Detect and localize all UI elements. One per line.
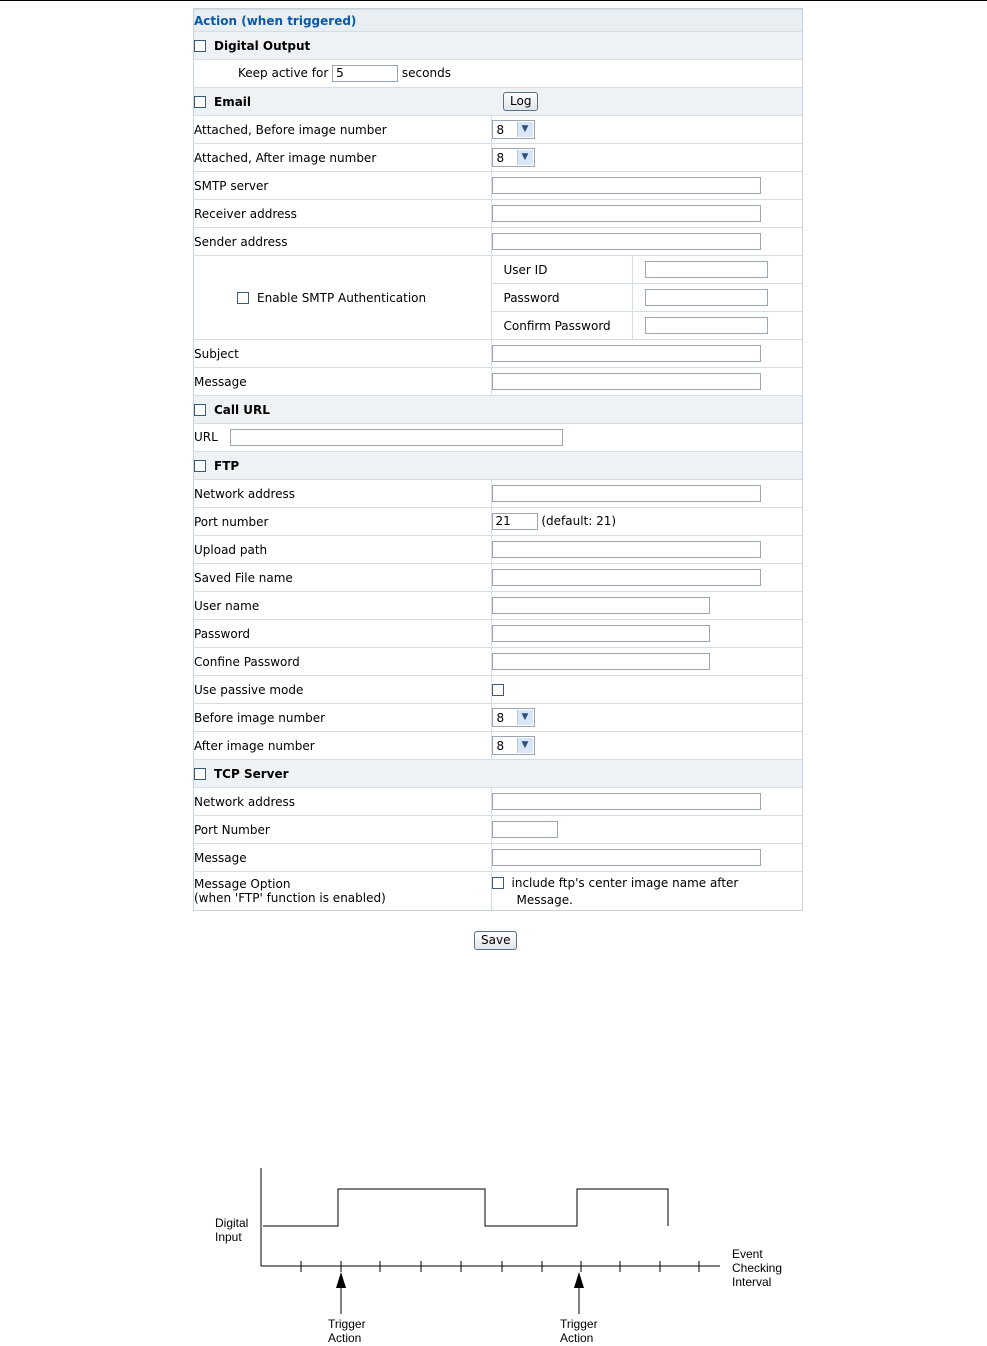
ftp-before-image-label: Before image number [194, 704, 491, 732]
ftp-network-address-input[interactable] [492, 485, 761, 502]
keep-active-input[interactable]: 5 [332, 65, 398, 82]
smtp-auth-fields [491, 256, 802, 340]
tcp-port-input[interactable] [492, 821, 558, 838]
email-message-label: Message [194, 368, 491, 396]
attached-after-label: Attached, After image number [194, 144, 491, 172]
ftp-after-image-select[interactable] [492, 736, 535, 755]
confine-password-label: Confine Password [194, 648, 491, 676]
smtp-auth-label: Enable SMTP Authentication [257, 290, 427, 305]
smtp-auth-checkbox[interactable] [237, 292, 249, 304]
upload-path-input[interactable] [492, 541, 761, 558]
ftp-user-name-input[interactable] [492, 597, 710, 614]
message-option-text: include ftp's center image name after [511, 876, 739, 890]
saved-file-name-input[interactable] [492, 569, 761, 586]
trigger-arrow-1 [336, 1272, 346, 1314]
ftp-after-image-value: 8 [496, 738, 505, 753]
attached-before-value: 8 [496, 122, 505, 137]
digital-input-signal [263, 1189, 668, 1226]
save-button[interactable]: Save [474, 931, 517, 950]
digital-output-checkbox[interactable] [194, 40, 206, 52]
ftp-label: FTP [214, 458, 240, 473]
message-option-text-cont: Message. [516, 893, 573, 907]
user-id-label: User ID [503, 262, 548, 277]
digital-label-line1: Digital [215, 1216, 249, 1230]
subject-input[interactable] [492, 345, 761, 362]
ftp-port-label: Port number [194, 508, 491, 536]
smtp-password-input[interactable] [645, 289, 768, 306]
ftp-before-image-select[interactable] [492, 708, 535, 727]
ftp-before-image-value: 8 [496, 710, 505, 725]
ftp-network-address-label: Network address [194, 480, 491, 508]
ftp-password-input[interactable] [492, 625, 710, 642]
message-option-label [194, 872, 491, 911]
section-tcp-server [194, 760, 802, 788]
message-option-note: (when 'FTP' function is enabled) [194, 891, 386, 905]
smtp-auth-table [492, 256, 803, 339]
tcp-network-address-input[interactable] [492, 793, 761, 810]
tcp-network-address-label: Network address [194, 788, 491, 816]
attached-before-select[interactable] [492, 120, 535, 139]
chevron-down-icon: ▼ [517, 738, 533, 753]
url-row [194, 424, 802, 452]
sender-address-label: Sender address [194, 228, 491, 256]
event-label-line3: Interval [732, 1275, 772, 1289]
tcp-message-label: Message [194, 844, 491, 872]
digital-output-label: Digital Output [214, 38, 311, 53]
section-ftp [194, 452, 802, 480]
email-log-cell [491, 88, 802, 116]
ftp-port-default: (default: 21) [541, 514, 617, 528]
saved-file-name-label: Saved File name [194, 564, 491, 592]
action-settings-panel [193, 8, 803, 911]
event-label-line2: Checking [732, 1261, 783, 1275]
section-email [194, 88, 491, 116]
seconds-label: seconds [401, 66, 451, 80]
message-option-cell [491, 872, 802, 911]
confirm-password-input[interactable] [645, 317, 768, 334]
passive-mode-checkbox[interactable] [492, 684, 504, 696]
keep-active-label: Keep active for [238, 66, 329, 80]
confirm-password-label: Confirm Password [492, 312, 633, 340]
event-label-line1: Event [732, 1247, 763, 1261]
trigger-label-2-line2: Action [560, 1331, 594, 1345]
smtp-password-label: Password [492, 284, 633, 312]
panel-title: Action (when triggered) [194, 10, 802, 32]
trigger-label-1-line2: Action [328, 1331, 362, 1345]
chevron-down-icon: ▼ [517, 150, 533, 165]
trigger-label-1-line1: Trigger [328, 1317, 366, 1331]
tcp-server-checkbox[interactable] [194, 768, 206, 780]
section-digital-output [194, 32, 802, 60]
tcp-port-label: Port Number [194, 816, 491, 844]
top-rule [0, 0, 987, 1]
upload-path-label: Upload path [194, 536, 491, 564]
message-option-checkbox[interactable] [492, 877, 504, 889]
attached-after-value: 8 [496, 150, 505, 165]
chevron-down-icon: ▼ [517, 710, 533, 725]
email-message-input[interactable] [492, 373, 761, 390]
digital-label-line2: Input [215, 1230, 242, 1244]
call-url-checkbox[interactable] [194, 404, 206, 416]
section-call-url [194, 396, 802, 424]
tcp-message-input[interactable] [492, 849, 761, 866]
receiver-address-label: Receiver address [194, 200, 491, 228]
smtp-server-label: SMTP server [194, 172, 491, 200]
email-checkbox[interactable] [194, 96, 206, 108]
sender-address-input[interactable] [492, 233, 761, 250]
trigger-arrow-2 [574, 1272, 584, 1314]
ftp-after-image-label: After image number [194, 732, 491, 760]
email-label: Email [214, 94, 252, 109]
call-url-label: Call URL [214, 402, 270, 417]
url-input[interactable] [230, 429, 563, 446]
user-id-input[interactable] [645, 261, 768, 278]
attached-before-label: Attached, Before image number [194, 116, 491, 144]
smtp-server-input[interactable] [492, 177, 761, 194]
trigger-label-2-line1: Trigger [560, 1317, 598, 1331]
ftp-user-name-label: User name [194, 592, 491, 620]
tcp-server-label: TCP Server [214, 766, 289, 781]
subject-label: Subject [194, 340, 491, 368]
log-button[interactable]: Log [503, 92, 538, 111]
chevron-down-icon: ▼ [517, 122, 533, 137]
message-option-title: Message Option [194, 877, 291, 891]
url-label: URL [194, 430, 218, 444]
ftp-port-input[interactable]: 21 [492, 513, 538, 530]
attached-after-select[interactable] [492, 148, 535, 167]
trigger-timing-diagram [205, 1160, 795, 1346]
action-form-table [194, 9, 802, 910]
keep-active-row [194, 60, 802, 88]
ftp-password-label: Password [194, 620, 491, 648]
receiver-address-input[interactable] [492, 205, 761, 222]
smtp-auth-cell [194, 256, 491, 340]
ftp-checkbox[interactable] [194, 460, 206, 472]
passive-mode-label: Use passive mode [194, 676, 491, 704]
confine-password-input[interactable] [492, 653, 710, 670]
